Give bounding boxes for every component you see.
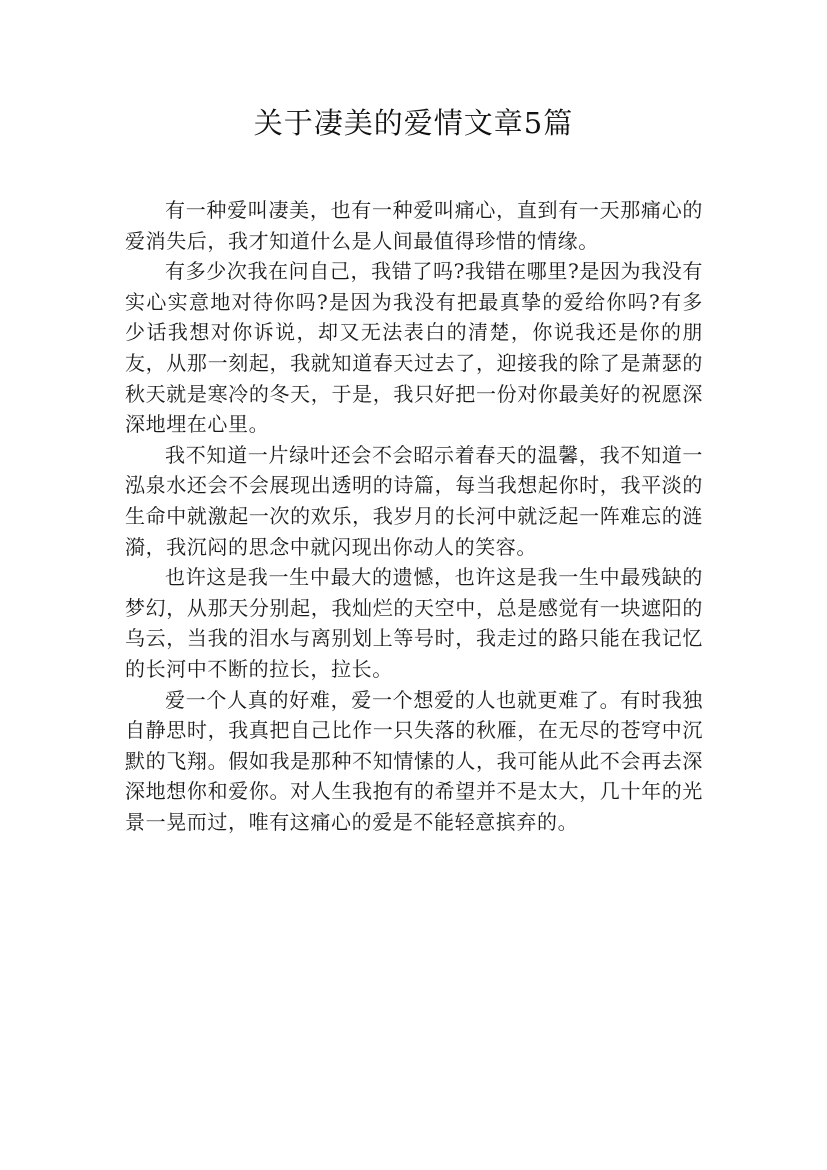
document-title: 关于凄美的爱情文章5篇: [253, 106, 574, 140]
paragraph-4: 也许这是我一生中最大的遗憾，也许这是我一生中最残缺的梦幻，从那天分别起，我灿烂的天空中，总是感觉有一块遮阳的乌云，当我的泪水与离别划上等号时，我走过的路只能在我记忆的长河中不断的拉长，拉长。: [125, 565, 703, 681]
paragraph-2: 有多少次我在问自己，我错了吗?我错在哪里?是因为我没有实心实意地对待你吗?是因为我没有把最真挚的爱给你吗?有多少话我想对你诉说，却又无法表白的清楚，你说我还是你的朋友，从那一刻起，我就知道春天过去了，迎接我的除了是萧瑟的秋天就是寒冷的冬天，于是，我只好把一份对你最美好的祝愿深深地埋在心里。: [125, 259, 703, 437]
paragraph-5: 爱一个人真的好难，爱一个想爱的人也就更难了。有时我独自静思时，我真把自己比作一只失落的秋雁，在无尽的苍穹中沉默的飞翔。假如我是那种不知情愫的人，我可能从此不会再去深深地想你和爱你。对人生我抱有的希望并不是太大，几十年的光景一晃而过，唯有这痛心的爱是不能轻意摈弃的。: [125, 687, 703, 834]
paragraph-3: 我不知道一片绿叶还会不会昭示着春天的温馨，我不知道一泓泉水还会不会展现出透明的诗篇，每当我想起你时，我平淡的生命中就激起一次的欢乐，我岁月的长河中就泛起一阵难忘的涟漪，我沉闷的思念中就闪现出你动人的笑容。: [125, 442, 703, 559]
paragraph-1: 有一种爱叫凄美，也有一种爱叫痛心，直到有一天那痛心的爱消失后，我才知道什么是人间最值得珍惜的情缘。: [125, 198, 703, 253]
document-body: [125, 195, 703, 837]
